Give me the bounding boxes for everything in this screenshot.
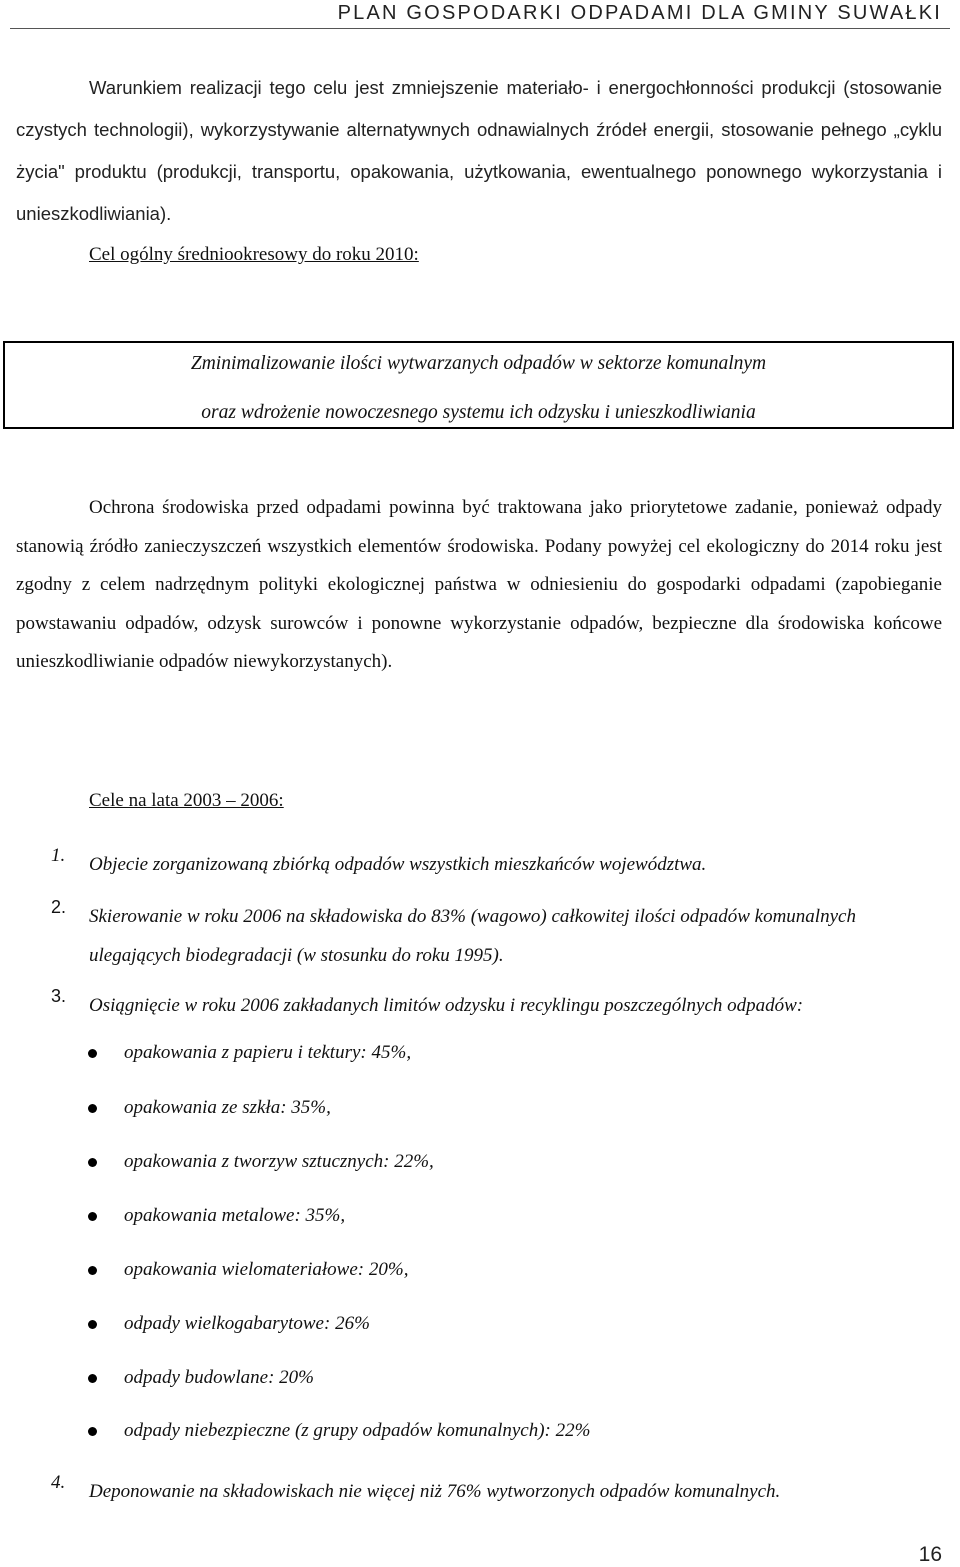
goal-number: 3. bbox=[51, 986, 67, 1006]
subheading-general-goal: Cel ogólny średniookresowy do roku 2010: bbox=[89, 244, 419, 265]
bullet-icon bbox=[88, 1212, 97, 1221]
bullet-icon bbox=[88, 1266, 97, 1275]
bullet-icon bbox=[88, 1320, 97, 1329]
limit-text: opakowania metalowe: 35%, bbox=[124, 1205, 346, 1226]
limit-text: odpady wielkogabarytowe: 26% bbox=[124, 1313, 370, 1334]
goal-number: 4. bbox=[51, 1472, 66, 1493]
bullet-icon bbox=[88, 1374, 97, 1383]
goal-box-line-1: Zminimalizowanie ilości wytwarzanych odpadów w sektorze komunalnym bbox=[190, 353, 767, 374]
limit-text: opakowania wielomateriałowe: 20%, bbox=[124, 1259, 409, 1280]
page-number: 16 bbox=[918, 1543, 942, 1566]
goal-box bbox=[3, 341, 954, 429]
limit-text: opakowania z tworzyw sztucznych: 22%, bbox=[124, 1151, 434, 1172]
goal-text: Objecie zorganizowaną zbiórką odpadów wszystkich mieszkańców województwa. bbox=[89, 854, 707, 875]
limit-text: odpady budowlane: 20% bbox=[124, 1367, 314, 1388]
bullet-icon bbox=[88, 1158, 97, 1167]
goal-box-line-2: oraz wdrożenie nowoczesnego systemu ich odzysku i unieszkodliwiania bbox=[201, 402, 756, 423]
limit-text: opakowania z papieru i tektury: 45%, bbox=[124, 1042, 412, 1063]
goal-number: 1. bbox=[51, 845, 66, 866]
bullet-icon bbox=[88, 1427, 97, 1436]
goal-number: 2. bbox=[51, 897, 67, 917]
subheading-years: Cele na lata 2003 – 2006: bbox=[89, 790, 284, 811]
intro-paragraph: Warunkiem realizacji tego celu jest zmniejszenie materiało- i energochłonności produkcji (stosowanie czystych technologii), wykorzystywanie alternatywnych odnawialnych źródeł energii, stosowanie pełnego „cyklu życia" produktu (produkcji, transportu, opakowania, użytkowania, ewentualnego ponownego wykorzystania i unieszkodliwiania). bbox=[16, 77, 942, 224]
bullet-icon bbox=[88, 1049, 97, 1058]
goal-text: Skierowanie w roku 2006 na składowiska do 83% (wagowo) całkowitej ilości odpadów komunalnych ulegających biodegradacji (w stosunku do roku 1995). bbox=[89, 906, 856, 966]
limit-text: odpady niebezpieczne (z grupy odpadów komunalnych): 22% bbox=[124, 1420, 591, 1441]
limit-text: opakowania ze szkła: 35%, bbox=[124, 1097, 331, 1118]
goal-text: Osiągnięcie w roku 2006 zakładanych limitów odzysku i recyklingu poszczególnych odpadów: bbox=[89, 995, 804, 1016]
body-paragraph: Ochrona środowiska przed odpadami powinna być traktowana jako priorytetowe zadanie, ponieważ odpady stanowią źródło zanieczyszczeń wszystkich elementów środowiska. Podany powyżej cel ekologiczny do 2014 roku jest zgodny z celem nadrzędnym polityki ekologicznej państwa w odniesieniu do gospodarki odpadami (zapobieganie powstawaniu odpadów, odzysk surowców i ponowne wykorzystanie odpadów, bezpieczne dla środowiska końcowe unieszkodliwianie odpadów niewykorzystanych). bbox=[16, 497, 942, 672]
header-divider bbox=[10, 28, 950, 29]
goal-text: Deponowanie na składowiskach nie więcej niż 76% wytworzonych odpadów komunalnych. bbox=[89, 1481, 781, 1502]
page-header-title: PLAN GOSPODARKI ODPADAMI DLA GMINY SUWAŁKI bbox=[337, 2, 942, 24]
bullet-icon bbox=[88, 1104, 97, 1113]
